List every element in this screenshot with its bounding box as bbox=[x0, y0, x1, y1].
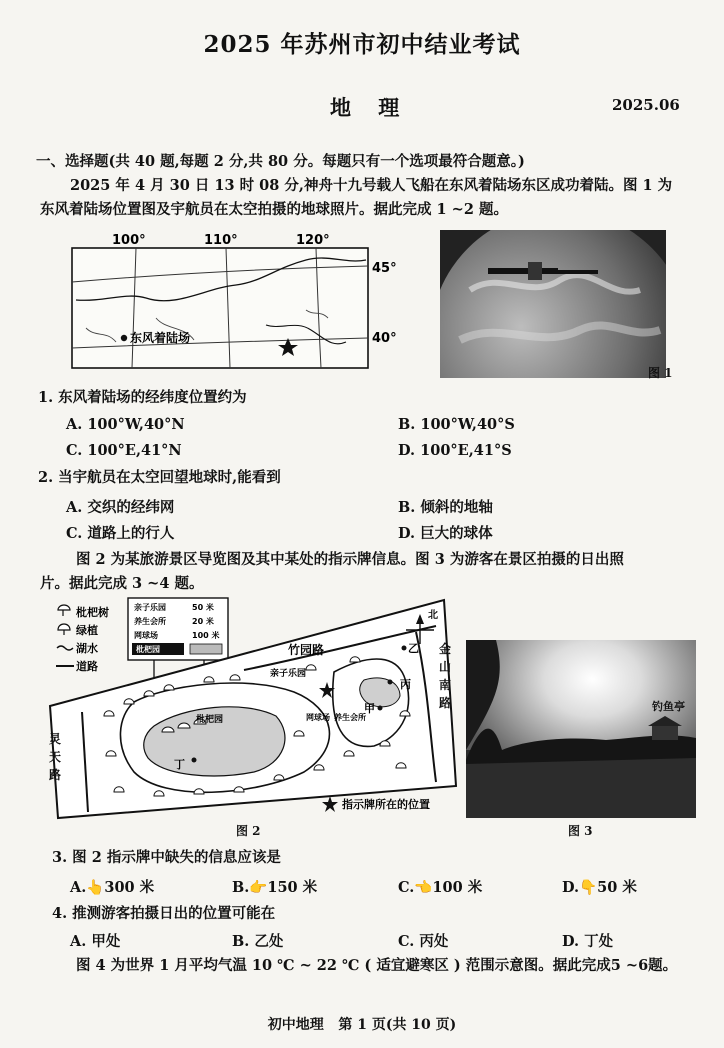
q1-option-d[interactable]: D. 100°E,41°S bbox=[398, 442, 512, 459]
place-loquat-garden: 枇杷园 bbox=[196, 715, 224, 725]
figure3-caption: 图 3 bbox=[568, 824, 593, 838]
road-label-left-vertical: 灵天路 bbox=[49, 732, 62, 782]
lon-label-100: 100° bbox=[112, 233, 146, 248]
place-health-club: 养生会所 bbox=[334, 713, 366, 722]
sign-row-1-name: 亲子乐园 bbox=[134, 603, 166, 612]
loquat-tree-icon bbox=[58, 605, 70, 616]
sign-row-2-name: 养生会所 bbox=[134, 617, 166, 626]
q1-option-c[interactable]: C. 100°E,41°N bbox=[66, 442, 182, 459]
point-bing: 丙 bbox=[400, 678, 411, 691]
lat-label-40: 40° bbox=[372, 331, 397, 346]
q1-option-a[interactable]: A. 100°W,40°N bbox=[66, 416, 185, 433]
q2-option-d[interactable]: D. 巨大的球体 bbox=[398, 525, 493, 542]
page-footer: 初中地理 第 1 页(共 10 页) bbox=[267, 1017, 457, 1033]
q2-option-c[interactable]: C. 道路上的行人 bbox=[66, 525, 175, 542]
sign-row-1-dist: 50 米 bbox=[192, 603, 214, 612]
exam-date: 2025.06 bbox=[612, 96, 680, 114]
intro-line-1: 2025 年 4 月 30 日 13 时 08 分,神舟十九号载人飞船在东风着陆场东区成功着陆。图 1 为 bbox=[70, 177, 673, 194]
intro3: 图 4 为世界 1 月平均气温 10 ℃ ~ 22 ℃ ( 适宜避寒区 ) 范围示意图。据此完成5 ~6题。 bbox=[76, 957, 678, 974]
q2-option-a[interactable]: A. 交织的经纬网 bbox=[66, 499, 175, 516]
q4-option-a[interactable]: A. 甲处 bbox=[70, 933, 121, 950]
q4-option-d[interactable]: D. 丁处 bbox=[562, 933, 614, 950]
road-label-top: 竹园路 bbox=[288, 643, 325, 657]
legend-loquat: 枇杷树 bbox=[76, 606, 109, 619]
landing-site-label: 东风着陆场 bbox=[130, 331, 191, 345]
q4-option-c[interactable]: C. 丙处 bbox=[398, 933, 449, 950]
q2-option-b[interactable]: B. 倾斜的地轴 bbox=[398, 499, 493, 516]
q1-option-b[interactable]: B. 100°W,40°S bbox=[398, 416, 515, 433]
sign-row-3-name: 网球场 bbox=[134, 631, 158, 640]
legend-plant: 绿植 bbox=[76, 624, 98, 637]
star-note: 指示牌所在的位置 bbox=[342, 798, 430, 811]
sign-row-4-name: 枇杷园 bbox=[136, 645, 160, 654]
landing-site-marker bbox=[121, 335, 127, 341]
lon-label-120: 120° bbox=[296, 233, 330, 248]
lat-label-45: 45° bbox=[372, 261, 397, 276]
north-label: 北 bbox=[428, 610, 438, 621]
legend-star-icon bbox=[322, 796, 338, 812]
figure1-location-map bbox=[66, 230, 406, 380]
point-jia: 甲 bbox=[364, 702, 375, 715]
q3-stem: 3. 图 2 指示牌中缺失的信息应该是 bbox=[52, 849, 281, 866]
q4-stem: 4. 推测游客拍摄日出的位置可能在 bbox=[52, 905, 276, 922]
legend-lake: 湖水 bbox=[76, 642, 98, 655]
figure2-caption: 图 2 bbox=[236, 824, 261, 838]
place-kids-park: 亲子乐园 bbox=[270, 669, 307, 679]
subject-title: 地 理 bbox=[330, 95, 410, 120]
q3-option-d[interactable]: D.👇50 米 bbox=[562, 879, 637, 896]
figure1-caption: 图 1 bbox=[648, 366, 673, 380]
q1-stem: 1. 东风着陆场的经纬度位置约为 bbox=[38, 389, 247, 406]
point-yi: 乙 bbox=[408, 642, 419, 655]
lon-label-110: 110° bbox=[204, 233, 238, 248]
map-legend bbox=[56, 605, 109, 673]
lake-icon bbox=[57, 646, 73, 650]
sign-row-3-dist: 100 米 bbox=[192, 631, 220, 640]
sign-missing-box bbox=[190, 644, 222, 654]
figure3-sunrise-photo bbox=[466, 640, 696, 818]
q4-option-b[interactable]: B. 乙处 bbox=[232, 933, 284, 950]
green-plant-icon bbox=[58, 624, 70, 635]
legend-road: 道路 bbox=[76, 660, 98, 673]
figure1-earth-photo bbox=[440, 230, 666, 378]
q3-option-b[interactable]: B.👉150 米 bbox=[232, 879, 318, 896]
intro2-line-1: 图 2 为某旅游景区导览图及其中某处的指示牌信息。图 3 为游客在景区拍摄的日出照 bbox=[76, 551, 624, 568]
road-label-right-vertical: 金山南路 bbox=[439, 642, 452, 710]
section-heading: 一、选择题(共 40 题,每题 2 分,共 80 分。每题只有一个选项最符合题意。) bbox=[36, 153, 525, 170]
place-tennis-court: 网球场 bbox=[306, 713, 330, 722]
figure2-scenic-map bbox=[44, 596, 460, 822]
intro-line-2: 东风着陆场位置图及宇航员在太空拍摄的地球照片。据此完成 1 ~2 题。 bbox=[40, 201, 508, 218]
q2-stem: 2. 当宇航员在太空回望地球时,能看到 bbox=[38, 469, 281, 486]
point-ding: 丁 bbox=[174, 758, 185, 771]
intro2-line-2: 片。据此完成 3 ~4 题。 bbox=[40, 575, 204, 592]
q3-option-a[interactable]: A.👆300 米 bbox=[70, 879, 155, 896]
exam-title: 2025 年苏州市初中结业考试 bbox=[203, 31, 521, 58]
sign-row-2-dist: 20 米 bbox=[192, 617, 214, 626]
fishing-pavilion-label: 钓鱼亭 bbox=[652, 700, 685, 713]
q3-option-c[interactable]: C.👈100 米 bbox=[398, 879, 483, 896]
